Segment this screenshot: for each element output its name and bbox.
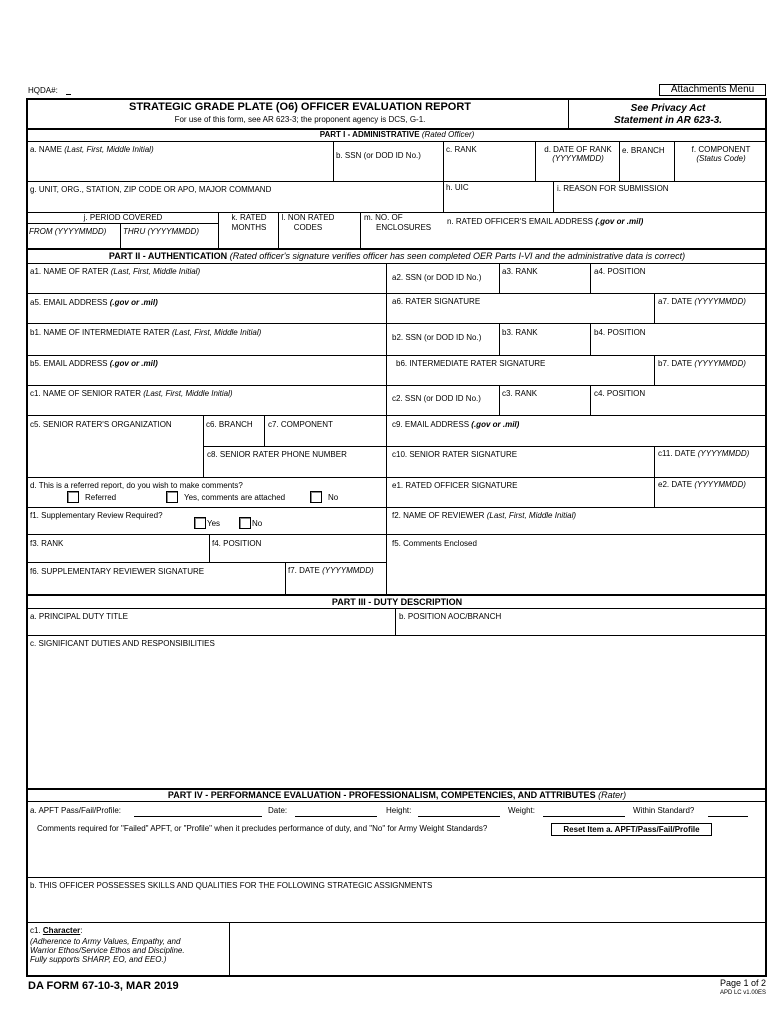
supplementary-reviewer-signature-label: f6. SUPPLEMENTARY REVIEWER SIGNATURE	[30, 567, 205, 576]
character-desc-2: Warrior Ethos/Service Ethos and Discipline.	[30, 946, 185, 955]
rated-months-label: k. RATED MONTHS	[231, 213, 267, 232]
apft-date-input[interactable]	[295, 816, 377, 817]
hqda-label: HQDA#:	[28, 86, 58, 95]
intermediate-rater-ssn-label: b2. SSN (or DOD ID No.)	[392, 333, 482, 342]
supplementary-reviewer-date-label: f7. DATE (YYYYMMDD)	[288, 566, 374, 575]
yes-comments-checkbox[interactable]	[166, 491, 178, 503]
unit-label: g. UNIT, ORG., STATION, ZIP CODE OR APO, MAJOR COMMAND	[30, 185, 272, 194]
supplementary-yes-label: Yes	[207, 519, 221, 528]
date-of-rank-label: d. DATE OF RANK	[544, 145, 612, 154]
yes-comments-label: Yes, comments are attached	[184, 493, 286, 502]
reviewer-position-label: f4. POSITION	[212, 539, 262, 548]
referred-report-question: d. This is a referred report, do you wish to make comments?	[30, 481, 243, 490]
height-input[interactable]	[418, 816, 500, 817]
comments-enclosed-label: f5. Comments Enclosed	[392, 539, 477, 548]
form-title: STRATEGIC GRADE PLATE (O6) OFFICER EVALUATION REPORT	[128, 101, 472, 113]
weight-input[interactable]	[543, 816, 625, 817]
character-label: c1. Character:	[30, 926, 83, 935]
senior-rater-org-label: c5. SENIOR RATER'S ORGANIZATION	[30, 420, 172, 429]
intermediate-rater-position-label: b4. POSITION	[594, 328, 646, 337]
privacy-act-line2: Statement in AR 623-3.	[614, 115, 722, 126]
senior-rater-rank-label: c3. RANK	[502, 389, 538, 398]
rated-rank-label: c. RANK	[446, 145, 477, 154]
senior-rater-email-label: c9. EMAIL ADDRESS (.gov or .mil)	[392, 420, 520, 429]
supplementary-review-question: f1. Supplementary Review Required?	[30, 511, 163, 520]
character-desc-3: Fully supports SHARP, EO, and EEO.)	[30, 955, 167, 964]
senior-rater-name-label: c1. NAME OF SENIOR RATER (Last, First, Middle Initial)	[30, 389, 233, 398]
attachments-menu-button[interactable]: Attachments Menu	[659, 84, 766, 96]
rated-officer-date-label: e2. DATE (YYYYMMDD)	[658, 480, 746, 489]
period-from-label: FROM (YYYYMMDD)	[29, 227, 107, 236]
period-covered-label: j. PERIOD COVERED	[83, 213, 163, 222]
hqda-input-underline[interactable]	[66, 94, 71, 95]
senior-rater-component-label: c7. COMPONENT	[268, 420, 333, 429]
rater-email-label: a5. EMAIL ADDRESS (.gov or .mil)	[30, 298, 158, 307]
reviewer-rank-label: f3. RANK	[30, 539, 64, 548]
supplementary-yes-checkbox[interactable]	[194, 517, 206, 529]
senior-rater-phone-label: c8. SENIOR RATER PHONE NUMBER	[207, 450, 347, 459]
rated-name-label: a. NAME (Last, First, Middle Initial)	[30, 145, 154, 154]
position-aoc-label: b. POSITION AOC/BRANCH	[399, 612, 502, 621]
significant-duties-label: c. SIGNIFICANT DUTIES AND RESPONSIBILITIES	[30, 639, 215, 648]
rated-email-label: n. RATED OFFICER'S EMAIL ADDRESS (.gov or .mil)	[447, 217, 644, 226]
rated-ssn-label: b. SSN (or DOD ID No.)	[336, 151, 421, 160]
period-thru-label: THRU (YYYYMMDD)	[123, 227, 199, 236]
form-subtitle: For use of this form, see AR 623-3; the proponent agency is DCS, G-1.	[174, 115, 426, 124]
rater-ssn-label: a2. SSN (or DOD ID No.)	[392, 273, 482, 282]
intermediate-rater-date-label: b7. DATE (YYYYMMDD)	[658, 359, 746, 368]
rater-rank-label: a3. RANK	[502, 267, 538, 276]
comments-required-text: Comments required for "Failed" APFT, or "Profile" when it precludes performance of duty, and "No" for Army Weight Standards?	[37, 824, 488, 833]
no-comments-checkbox[interactable]	[310, 491, 322, 503]
referred-checkbox[interactable]	[67, 491, 79, 503]
referred-label: Referred	[85, 493, 117, 502]
page-number: Page 1 of 2	[719, 978, 766, 988]
rater-name-label: a1. NAME OF RATER (Last, First, Middle Initial)	[30, 267, 201, 276]
supplementary-no-label: No	[252, 519, 263, 528]
intermediate-rater-email-label: b5. EMAIL ADDRESS (.gov or .mil)	[30, 359, 158, 368]
branch-label: e. BRANCH	[622, 146, 665, 155]
part1-title: PART I - ADMINISTRATIVE (Rated Officer)	[319, 130, 475, 139]
senior-rater-ssn-label: c2. SSN (or DOD ID No.)	[392, 394, 481, 403]
part3-title: PART III - DUTY DESCRIPTION	[331, 597, 463, 607]
strategic-assignments-label: b. THIS OFFICER POSSESSES SKILLS AND QUALITIES FOR THE FOLLOWING STRATEGIC ASSIGNMENTS	[30, 881, 433, 890]
part2-title: PART II - AUTHENTICATION (Rated officer's signature verifies officer has seen completed OER Parts I-VI and the administrative data is correct)	[108, 251, 686, 261]
rater-position-label: a4. POSITION	[594, 267, 646, 276]
uic-label: h. UIC	[446, 183, 469, 192]
nonrated-codes-label: l. NON RATED CODES	[281, 213, 335, 232]
enclosures-label: m. NO. OF ENCLOSURES	[364, 213, 432, 232]
part4-title: PART IV - PERFORMANCE EVALUATION - PROFESSIONALISM, COMPETENCIES, AND ATTRIBUTES (Rater)	[167, 790, 627, 800]
no-comments-label: No	[328, 493, 339, 502]
character-desc-1: (Adherence to Army Values, Empathy, and	[30, 937, 181, 946]
date-of-rank-format: (YYYYMMDD)	[552, 154, 604, 163]
senior-rater-branch-label: c6. BRANCH	[206, 420, 253, 429]
intermediate-rater-signature-label: b6. INTERMEDIATE RATER SIGNATURE	[396, 359, 546, 368]
apft-input[interactable]	[134, 816, 262, 817]
reviewer-name-label: f2. NAME OF REVIEWER (Last, First, Middle Initial)	[392, 511, 577, 520]
within-standard-input[interactable]	[708, 816, 748, 817]
component-note: (Status Code)	[696, 154, 746, 163]
senior-rater-signature-label: c10. SENIOR RATER SIGNATURE	[392, 450, 518, 459]
rater-date-label: a7. DATE (YYYYMMDD)	[658, 297, 746, 306]
within-standard-label: Within Standard?	[633, 806, 695, 815]
apft-date-label: Date:	[268, 806, 288, 815]
component-label: f. COMPONENT	[691, 145, 751, 154]
intermediate-rater-name-label: b1. NAME OF INTERMEDIATE RATER (Last, First, Middle Initial)	[30, 328, 262, 337]
apft-label: a. APFT Pass/Fail/Profile:	[30, 806, 121, 815]
supplementary-no-checkbox[interactable]	[239, 517, 251, 529]
weight-label: Weight:	[508, 806, 535, 815]
principal-duty-title-label: a. PRINCIPAL DUTY TITLE	[30, 612, 128, 621]
reason-label: i. REASON FOR SUBMISSION	[557, 184, 669, 193]
height-label: Height:	[386, 806, 412, 815]
reset-apft-button[interactable]: Reset Item a. APFT/Pass/Fail/Profile	[551, 823, 712, 836]
rater-signature-label: a6. RATER SIGNATURE	[392, 297, 481, 306]
rated-officer-signature-label: e1. RATED OFFICER SIGNATURE	[392, 481, 518, 490]
intermediate-rater-rank-label: b3. RANK	[502, 328, 538, 337]
senior-rater-position-label: c4. POSITION	[594, 389, 646, 398]
form-number: DA FORM 67-10-3, MAR 2019	[28, 980, 179, 992]
privacy-act-line1: See Privacy Act	[630, 103, 706, 114]
senior-rater-date-label: c11. DATE (YYYYMMDD)	[658, 449, 750, 458]
version-label: APD LC v1.00ES	[719, 990, 766, 996]
